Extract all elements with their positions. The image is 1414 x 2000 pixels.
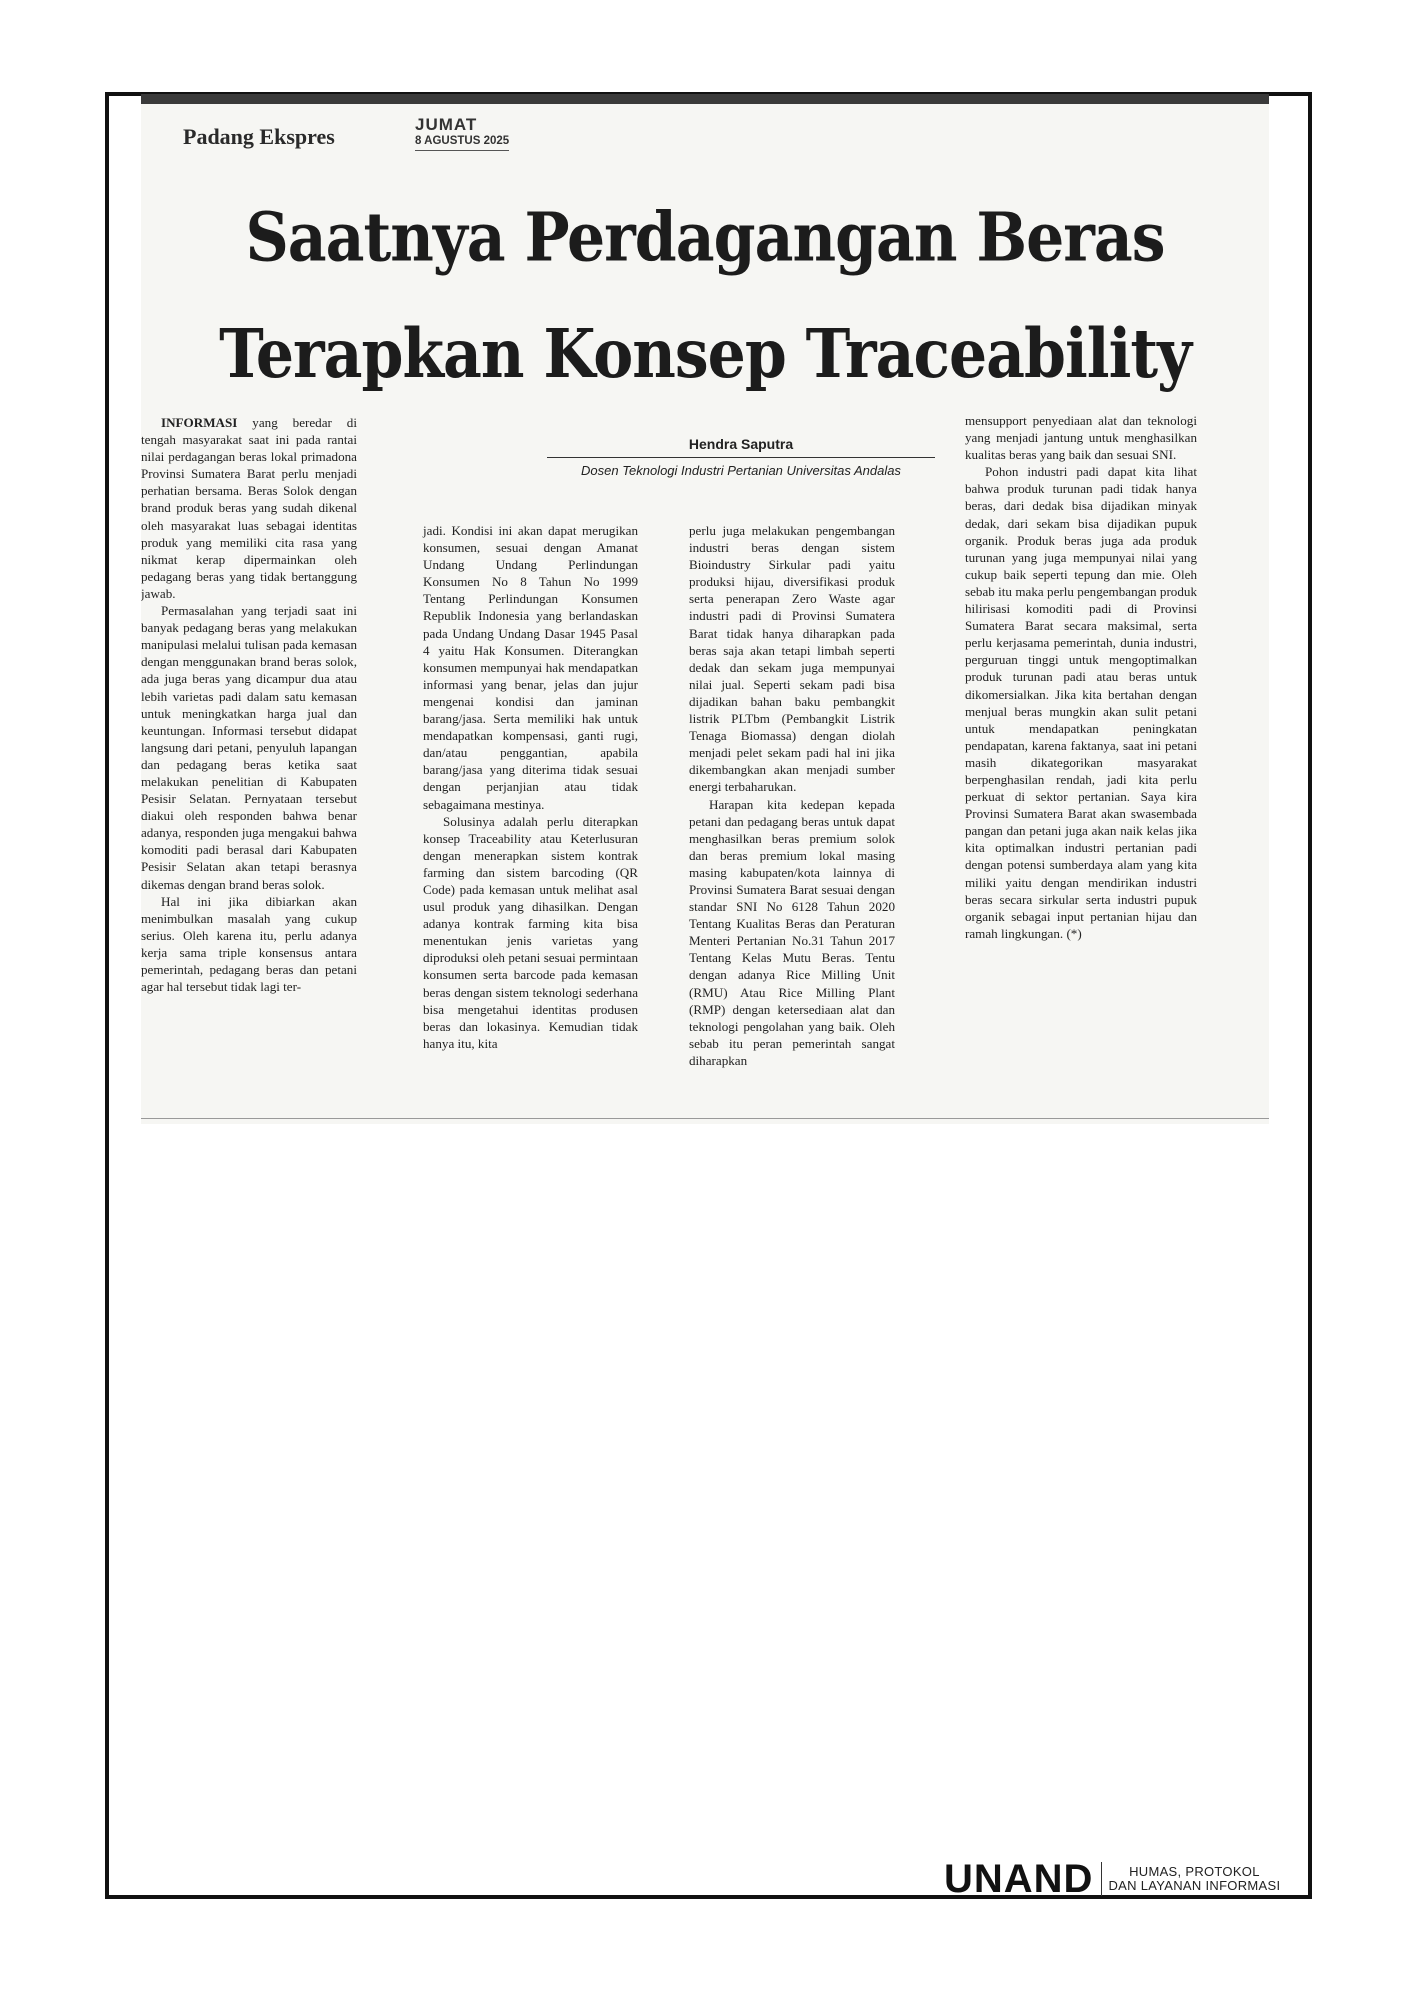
author-affiliation: Dosen Teknologi Industri Pertanian Universitas Andalas bbox=[581, 463, 901, 478]
byline bbox=[481, 435, 1001, 480]
headline-line-2: Terapkan Konsep Traceability bbox=[219, 315, 1191, 394]
paragraph bbox=[141, 414, 357, 602]
paragraph: Hal ini jika dibiarkan akan menimbulkan masalah yang cukup serius. Oleh karena itu, perlu adanya kerja sama triple konsensus antara pemerintah, pedagang beras dan petani agar hal tersebut tidak lagi ter- bbox=[141, 893, 357, 995]
newspaper-clipping bbox=[141, 94, 1269, 1124]
article-column-4 bbox=[965, 412, 1197, 942]
clipping-top-bar bbox=[141, 94, 1269, 104]
logo-subtitle-line-2: DAN LAYANAN INFORMASI bbox=[1108, 1878, 1281, 1893]
edition-date-text: 8 AGUSTUS 2025 bbox=[415, 134, 509, 151]
logo-brand: UNAND bbox=[944, 1857, 1094, 1901]
paragraph: Permasalahan yang terjadi saat ini banyak pedagang beras yang melakukan manipulasi melalui tulisan pada kemasan dengan menggunakan brand beras solok, ada juga beras yang dicampur dua atau lebih varietas padi dalam satu kemasan untuk meningkatkan harga jual dan keuntungan. Informasi tersebut didapat langsung dari petani, penyuluh lapangan dan pedagang beras ketika saat melakukan penelitian di Kabupaten Pesisir Selatan. Pernyataan tersebut diakui oleh responden bahwa benar adanya, responden juga mengakui bahwa komoditi padi berasal dari Kabupaten Pesisir Selatan akan tetapi berasnya dikemas dengan brand beras solok. bbox=[141, 603, 357, 892]
paragraph: perlu juga melakukan pengembangan industri beras dengan sistem Bioindustry Sirkular padi yaitu produksi hijau, diversifikasi produk serta penerapan Zero Waste agar industri padi di Provinsi Sumatera Barat tidak hanya diharapkan pada beras saja akan tetapi limbah seperti dedak dan sekam juga mempunyai nilai jual. Seperti sekam padi bisa dijadikan bahan baku pembangkit listrik PLTbm (Pembangkit Listrik Tenaga Biomassa) dengan diolah menjadi pelet sekam padi hal ini jika dikembangkan akan menjadi sumber energi terbaharukan. bbox=[689, 523, 895, 795]
article-column-1 bbox=[141, 414, 357, 995]
edition-date bbox=[415, 116, 509, 151]
lead-word: INFORMASI bbox=[161, 415, 238, 430]
logo-subtitle bbox=[1108, 1865, 1280, 1893]
article-column-2 bbox=[423, 522, 638, 1052]
author-name: Hendra Saputra bbox=[688, 436, 794, 452]
edition-day: JUMAT bbox=[415, 115, 478, 134]
paragraph: Solusinya adalah perlu diterapkan konsep Traceability atau Keterlusuran dengan menerapkan sistem kontrak farming dan sistem barcoding (QR Code) pada kemasan untuk melihat asal usul produk yang dihasilkan. Dengan adanya kontrak farming kita bisa menentukan jenis varietas yang diproduksi oleh petani sesuai permintaan konsumen serta barcode pada kemasan beras dengan sistem teknologi sederhana bisa mengetahui identitas produsen beras dan lokasinya. Kemudian tidak hanya itu, kita bbox=[423, 813, 638, 1051]
logo-separator bbox=[1101, 1862, 1102, 1896]
byline-rule bbox=[547, 457, 935, 458]
paragraph: jadi. Kondisi ini akan dapat merugikan konsumen, sesuai dengan Amanat Undang Undang Perlindungan Konsumen No 8 Tahun No 1999 Tentang Perlindungan Konsumen Republik Indonesia yang berlandaskan pada Undang Undang Dasar 1945 Pasal 4 yaitu Hak Konsumen. Diterangkan konsumen mempunyai hak mendapatkan informasi yang benar, jelas dan jujur mengenai kondisi dan jaminan barang/jasa. Serta memiliki hak untuk mendapatkan kompensasi, ganti rugi, dan/atau penggantian, apabila barang/jasa yang diterima tidak sesuai dengan perjanjian atau tidak sebagaimana mestinya. bbox=[423, 523, 638, 812]
headline-line-1: Saatnya Perdagangan Beras bbox=[245, 199, 1165, 278]
clipping-bottom-rule bbox=[141, 1118, 1269, 1119]
paragraph: mensupport penyediaan alat dan teknologi yang menjadi jantung untuk menghasilkan kualitas beras yang baik dan sesuai SNI. bbox=[965, 413, 1197, 463]
paragraph-text: yang beredar di tengah masyarakat saat ini pada rantai nilai perdagangan beras lokal primadona Provinsi Sumatera Barat perlu menjadi perhatian bersama. Beras Solok dengan brand produk beras yang sudah dikenal oleh masyarakat luas sebagai identitas produk yang memiliki cita rasa yang nikmat kerap dipermainkan oleh pedagang beras yang tidak bertanggung jawab. bbox=[141, 415, 357, 601]
article-column-3 bbox=[689, 522, 895, 1069]
logo-subtitle-line-1: HUMAS, PROTOKOL bbox=[1129, 1864, 1260, 1879]
article-headline bbox=[155, 180, 1255, 413]
newspaper-masthead: Padang Ekspres bbox=[183, 124, 335, 149]
unand-logo bbox=[944, 1858, 1280, 1900]
paragraph: Pohon industri padi dapat kita lihat bahwa produk turunan padi tidak hanya beras, dari dedak bisa dijadikan minyak dedak, dari sekam bisa dijadikan pupuk organik. Produk beras juga ada produk turunan yang juga mempunyai nilai yang cukup baik seperti tepung dan mie. Oleh sebab itu maka perlu pengembangan produk hilirisasi komoditi padi di Provinsi Sumatera Barat secara maksimal, serta perlu kerjasama pemerintah, dunia industri, perguruan tinggi untuk mengoptimalkan produk turunan padi atau beras untuk dikomersialkan. Jika kita bertahan dengan menjual beras mungkin akan sulit petani untuk mendapatkan peningkatan pendapatan, karena faktanya, saat ini petani masih dikategorikan masyarakat berpenghasilan rendah, jadi kita perlu perkuat di sektor pertanian. Saya kira Provinsi Sumatera Barat akan swasembada pangan dan petani juga akan naik kelas jika kita optimalkan industri pertanian padi dengan potensi sumberdaya alam yang kita miliki yaitu dengan mendirikan industri beras secara sirkular serta industri pupuk organik sebagai input pertanian hijau dan ramah lingkungan. (*) bbox=[965, 464, 1197, 941]
paragraph: Harapan kita kedepan kepada petani dan pedagang beras untuk dapat menghasilkan beras premium solok dan beras premium lokal masing masing kabupaten/kota lainnya di Provinsi Sumatera Barat sesuai dengan standar SNI No 6128 Tahun 2020 Tentang Kualitas Beras dan Peraturan Menteri Pertanian No.31 Tahun 2017 Tentang Kelas Mutu Beras. Tentu dengan adanya Rice Milling Unit (RMU) Atau Rice Milling Plant (RMP) dengan ketersediaan alat dan teknologi pengolahan yang baik. Oleh sebab itu peran pemerintah sangat diharapkan bbox=[689, 796, 895, 1068]
